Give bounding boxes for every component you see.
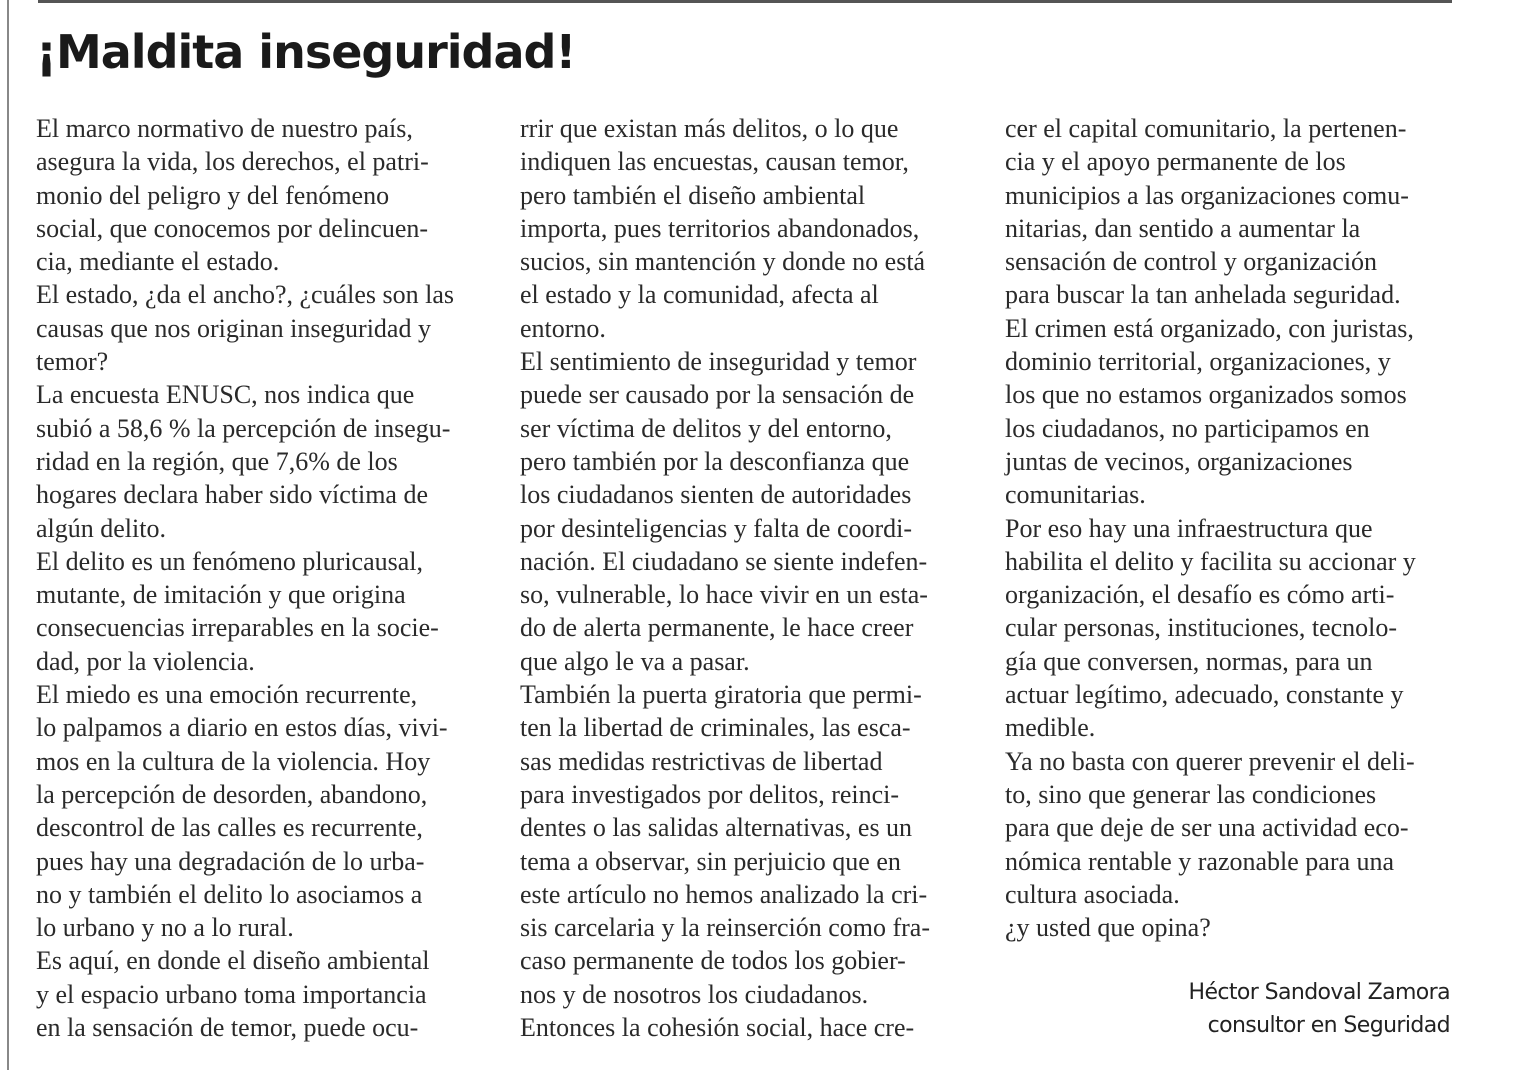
text-line: cia, mediante el estado. — [36, 247, 280, 277]
text-line: causas que nos originan inseguridad y — [36, 313, 431, 343]
text-line: no y también el delito lo asociamos a — [36, 879, 423, 909]
text-line: pues hay una degradación de lo urba- — [36, 846, 425, 876]
text-line: La encuesta ENUSC, nos indica que — [36, 380, 415, 410]
text-line: hogares declara haber sido víctima de — [36, 480, 428, 510]
text-line: cia y el apoyo permanente de los — [1005, 147, 1346, 177]
text-line: to, sino que generar las condiciones — [1005, 779, 1377, 809]
text-line: ser víctima de delitos y del entorno, — [520, 413, 892, 443]
text-line: municipios a las organizaciones comu- — [1005, 180, 1409, 210]
text-line: por desinteligencias y falta de coordi- — [520, 513, 913, 543]
text-line: temor? — [36, 347, 109, 377]
text-line: ten la libertad de criminales, las esca- — [520, 713, 911, 743]
author-role: consultor en Seguridad — [1207, 1013, 1450, 1038]
article-column-1 — [36, 112, 486, 1044]
text-line: El sentimiento de inseguridad y temor — [520, 347, 917, 377]
text-line: el estado y la comunidad, afecta al — [520, 280, 879, 310]
text-line: y el espacio urbano toma importancia — [36, 979, 427, 1009]
text-line: asegura la vida, los derechos, el patri- — [36, 147, 429, 177]
text-line: Es aquí, en donde el diseño ambiental — [36, 946, 430, 976]
text-line: entorno. — [520, 313, 606, 343]
text-line: Entonces la cohesión social, hace cre- — [520, 1013, 915, 1043]
text-line: sucios, sin mantención y donde no está — [520, 247, 926, 277]
text-line: dentes o las salidas alternativas, es un — [520, 813, 913, 843]
text-line: organización, el desafío es cómo arti- — [1005, 580, 1395, 610]
text-line: pero también el diseño ambiental — [520, 180, 866, 210]
text-line: caso permanente de todos los gobier- — [520, 946, 906, 976]
text-line: nómica rentable y razonable para una — [1005, 846, 1395, 876]
article-column-2 — [520, 112, 970, 1044]
text-line: pero también por la desconfianza que — [520, 446, 910, 476]
text-line: puede ser causado por la sensación de — [520, 380, 915, 410]
text-line: ridad en la región, que 7,6% de los — [36, 446, 398, 476]
article-headline: ¡Maldita inseguridad! — [36, 25, 576, 79]
text-line: nitarias, dan sentido a aumentar la — [1005, 213, 1361, 243]
text-line: habilita el delito y facilita su accionar y — [1005, 546, 1416, 576]
text-line: mos en la cultura de la violencia. Hoy — [36, 746, 431, 776]
text-line: so, vulnerable, lo hace vivir en un esta- — [520, 580, 928, 610]
text-line: monio del peligro y del fenómeno — [36, 180, 390, 210]
text-line: los ciudadanos, no participamos en — [1005, 413, 1370, 443]
text-line: comunitarias. — [1005, 480, 1146, 510]
text-line: Por eso hay una infraestructura que — [1005, 513, 1373, 543]
text-line: sensación de control y organización — [1005, 247, 1378, 277]
text-line: ¿y usted que opina? — [1005, 913, 1211, 943]
text-line: sis carcelaria y la reinserción como fra- — [520, 913, 931, 943]
text-line: lo palpamos a diario en estos días, vivi- — [36, 713, 448, 743]
text-line: mutante, de imitación y que origina — [36, 580, 406, 610]
text-line: do de alerta permanente, le hace creer — [520, 613, 914, 643]
article-byline — [1189, 976, 1451, 1042]
text-line: El marco normativo de nuestro país, — [36, 114, 413, 143]
text-line: El miedo es una emoción recurrente, — [36, 680, 418, 710]
text-line: subió a 58,6 % la percepción de insegu- — [36, 413, 451, 443]
text-line: consecuencias irreparables en la socie- — [36, 613, 439, 643]
text-line: cer el capital comunitario, la pertenen- — [1005, 114, 1407, 143]
text-line: para buscar la tan anhelada seguridad. — [1005, 280, 1401, 310]
text-line: cular personas, instituciones, tecnolo- — [1005, 613, 1398, 643]
text-line: nación. El ciudadano se siente indefen- — [520, 546, 928, 576]
text-line: la percepción de desorden, abandono, — [36, 779, 428, 809]
text-line: social, que conocemos por delincuen- — [36, 213, 429, 243]
text-line: cultura asociada. — [1005, 879, 1180, 909]
text-line: indiquen las encuestas, causan temor, — [520, 147, 909, 177]
text-line: dominio territorial, organizaciones, y — [1005, 347, 1391, 377]
text-line: gía que conversen, normas, para un — [1005, 646, 1373, 676]
text-line: El delito es un fenómeno pluricausal, — [36, 546, 424, 576]
text-line: descontrol de las calles es recurrente, — [36, 813, 423, 843]
text-line: este artículo no hemos analizado la cri- — [520, 879, 928, 909]
text-line: nos y de nosotros los ciudadanos. — [520, 979, 869, 1009]
text-line: medible. — [1005, 713, 1096, 743]
text-line: dad, por la violencia. — [36, 646, 255, 676]
text-line: También la puerta giratoria que permi- — [520, 680, 922, 710]
text-line: que algo le va a pasar. — [520, 646, 750, 676]
text-line: para que deje de ser una actividad eco- — [1005, 813, 1409, 843]
text-line: sas medidas restrictivas de libertad — [520, 746, 883, 776]
text-line: importa, pues territorios abandonados, — [520, 213, 920, 243]
page-edge-rule — [7, 0, 9, 1070]
text-line: los que no estamos organizados somos — [1005, 380, 1407, 410]
text-line: actuar legítimo, adecuado, constante y — [1005, 680, 1404, 710]
text-line: lo urbano y no a lo rural. — [36, 913, 294, 943]
text-line: algún delito. — [36, 513, 166, 543]
text-line: juntas de vecinos, organizaciones — [1005, 446, 1353, 476]
author-name: Héctor Sandoval Zamora — [1188, 980, 1450, 1005]
text-line: El estado, ¿da el ancho?, ¿cuáles son las — [36, 280, 454, 310]
text-line: rrir que existan más delitos, o lo que — [520, 114, 899, 143]
article-column-3 — [1005, 112, 1455, 944]
text-line: los ciudadanos sienten de autoridades — [520, 480, 912, 510]
text-line: Ya no basta con querer prevenir el deli- — [1005, 746, 1415, 776]
text-line: para investigados por delitos, reinci- — [520, 779, 900, 809]
text-line: El crimen está organizado, con juristas, — [1005, 313, 1414, 343]
top-divider — [38, 0, 1452, 3]
text-line: tema a observar, sin perjuicio que en — [520, 846, 901, 876]
text-line: en la sensación de temor, puede ocu- — [36, 1013, 419, 1043]
